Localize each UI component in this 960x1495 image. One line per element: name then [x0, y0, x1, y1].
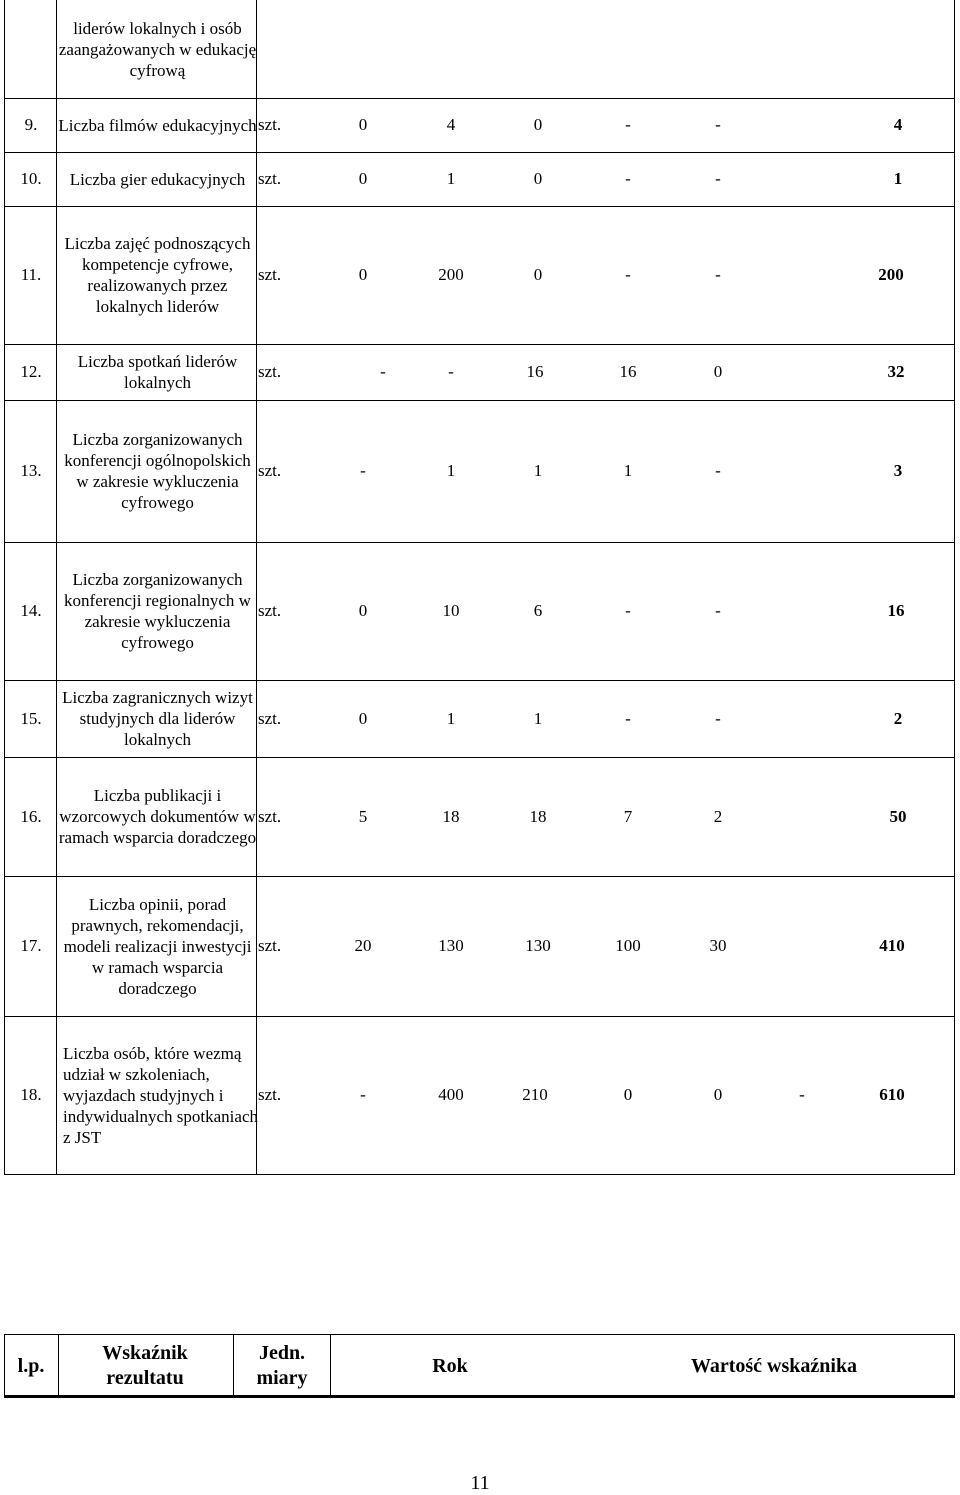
table-row-values — [258, 680, 955, 757]
value-cell: - — [715, 115, 721, 134]
value-cell: 0 — [358, 601, 368, 620]
value-cell: - — [715, 265, 721, 284]
value-cell: - — [360, 1085, 366, 1104]
row-number: 16. — [20, 806, 42, 826]
value-cell: 16 — [526, 362, 544, 381]
header-unit: Jedn. miary — [256, 1342, 308, 1389]
table-header — [4, 1334, 955, 1398]
table-row-values — [258, 152, 955, 206]
value-cell: 0 — [533, 265, 543, 284]
table-row-name: Liczba zorganizowanych konferencji ogólnopolskich w zakresie wykluczenia cyfrowego — [64, 430, 251, 512]
row-number: 12. — [20, 362, 42, 381]
table-row-values — [258, 400, 955, 542]
value-cell: 1 — [446, 169, 456, 188]
value-cell: 10 — [442, 601, 460, 620]
value-cell: 7 — [623, 806, 633, 826]
table-row-name: Liczba filmów edukacyjnych — [58, 115, 257, 135]
value-cell: 4 — [446, 115, 456, 134]
table-row-values — [258, 344, 955, 400]
row-number: 10. — [20, 169, 42, 188]
table-row-values — [258, 206, 955, 344]
value-cell: 16 — [619, 362, 637, 381]
value-cell: - — [625, 169, 631, 188]
value-cell: 0 — [713, 362, 723, 381]
total-cell: 3 — [893, 461, 903, 480]
unit-cell: szt. — [258, 461, 282, 480]
value-cell: - — [715, 601, 721, 620]
table-row-values — [258, 757, 955, 876]
total-cell: 4 — [893, 115, 903, 134]
table-row-name: liderów lokalnych i osób zaangażowanych w edukację cyfrową — [58, 18, 257, 80]
value-cell: 1 — [533, 708, 543, 728]
value-cell: 6 — [533, 601, 543, 620]
table-row-name: Liczba osób, które wezmą udział w szkoleniach, wyjazdach studyjnych i indywidualnych spotkaniach z JST — [63, 1043, 258, 1147]
value-cell: - — [380, 362, 386, 381]
total-cell: 610 — [879, 1085, 905, 1104]
value-cell: 200 — [438, 265, 464, 284]
value-cell: 1 — [446, 461, 456, 480]
row-number: 14. — [20, 601, 42, 620]
total-cell: 32 — [887, 362, 905, 381]
unit-cell: szt. — [258, 362, 282, 381]
value-cell: 18 — [529, 806, 547, 826]
unit-cell: szt. — [258, 265, 282, 284]
row-number: 9. — [24, 115, 38, 134]
table-row-name: Liczba zagranicznych wizyt studyjnych dla liderów lokalnych — [62, 688, 253, 749]
total-cell: 410 — [879, 936, 905, 955]
unit-cell: szt. — [258, 1085, 282, 1104]
value-cell: 210 — [522, 1085, 548, 1104]
table-row-name: Liczba zorganizowanych konferencji regionalnych w zakresie wykluczenia cyfrowego — [64, 570, 251, 652]
header-year: Rok — [432, 1354, 468, 1377]
table-row-name: Liczba zajęć podnoszących kompetencje cyfrowe, realizowanych przez lokalnych liderów — [64, 234, 251, 316]
value-cell: 2 — [713, 806, 723, 826]
value-cell: 30 — [709, 936, 727, 955]
value-cell: 0 — [358, 265, 368, 284]
table-row-values — [258, 876, 955, 1016]
value-cell: - — [625, 115, 631, 134]
unit-cell: szt. — [258, 169, 282, 188]
total-cell: 2 — [893, 708, 903, 728]
value-cell: - — [715, 708, 721, 728]
table-row-name: Liczba opinii, porad prawnych, rekomendacji, modeli realizacji inwestycji w ramach wsparcia doradczego — [63, 894, 252, 998]
value-cell: 0 — [358, 115, 368, 134]
value-cell: - — [448, 362, 454, 381]
value-cell: 18 — [442, 806, 460, 826]
value-cell: 0 — [533, 115, 543, 134]
header-indicator: Wskaźnik rezultatu — [102, 1342, 188, 1389]
unit-cell: szt. — [258, 708, 282, 728]
value-cell: - — [715, 461, 721, 480]
total-cell: 1 — [893, 169, 903, 188]
value-cell: 1 — [446, 708, 456, 728]
value-cell: - — [625, 265, 631, 284]
value-cell: - — [625, 601, 631, 620]
value-cell: - — [715, 169, 721, 188]
value-cell: 130 — [525, 936, 551, 955]
value-cell: 1 — [533, 461, 543, 480]
table-row-values — [258, 1016, 955, 1174]
value-cell: 0 — [358, 708, 368, 728]
value-cell: - — [799, 1085, 805, 1104]
page-number: 11 — [470, 1472, 490, 1494]
row-number: 18. — [20, 1085, 42, 1104]
value-cell: 0 — [713, 1085, 723, 1104]
unit-cell: szt. — [258, 806, 282, 826]
value-cell: 100 — [615, 936, 641, 955]
unit-cell: szt. — [258, 115, 282, 134]
value-cell: 5 — [358, 806, 368, 826]
row-number: 11. — [20, 265, 42, 284]
value-cell: 400 — [438, 1085, 464, 1104]
value-cell: 20 — [354, 936, 372, 955]
row-number: 17. — [20, 936, 42, 955]
total-cell: 200 — [878, 265, 904, 284]
value-cell: 0 — [358, 169, 368, 188]
total-cell: 50 — [889, 806, 907, 826]
value-cell: 0 — [533, 169, 543, 188]
unit-cell: szt. — [258, 601, 282, 620]
table-row-name: Liczba publikacji i wzorcowych dokumentów w ramach wsparcia doradczego — [58, 786, 257, 847]
row-number: 15. — [20, 708, 42, 728]
value-cell: - — [625, 708, 631, 728]
header-lp: l.p. — [17, 1354, 45, 1377]
row-number: 13. — [20, 461, 42, 480]
value-cell: 0 — [623, 1085, 633, 1104]
table-row-name: Liczba gier edukacyjnych — [69, 169, 246, 189]
value-cell: 1 — [623, 461, 633, 480]
value-cell: 130 — [438, 936, 464, 955]
total-cell: 16 — [887, 601, 905, 620]
table-row-values — [258, 542, 955, 680]
value-cell: - — [360, 461, 366, 480]
table-row-values — [258, 98, 955, 152]
table-row-name: Liczba spotkań liderów lokalnych — [77, 352, 238, 392]
unit-cell: szt. — [258, 936, 282, 955]
header-value: Wartość wskaźnika — [690, 1354, 858, 1377]
